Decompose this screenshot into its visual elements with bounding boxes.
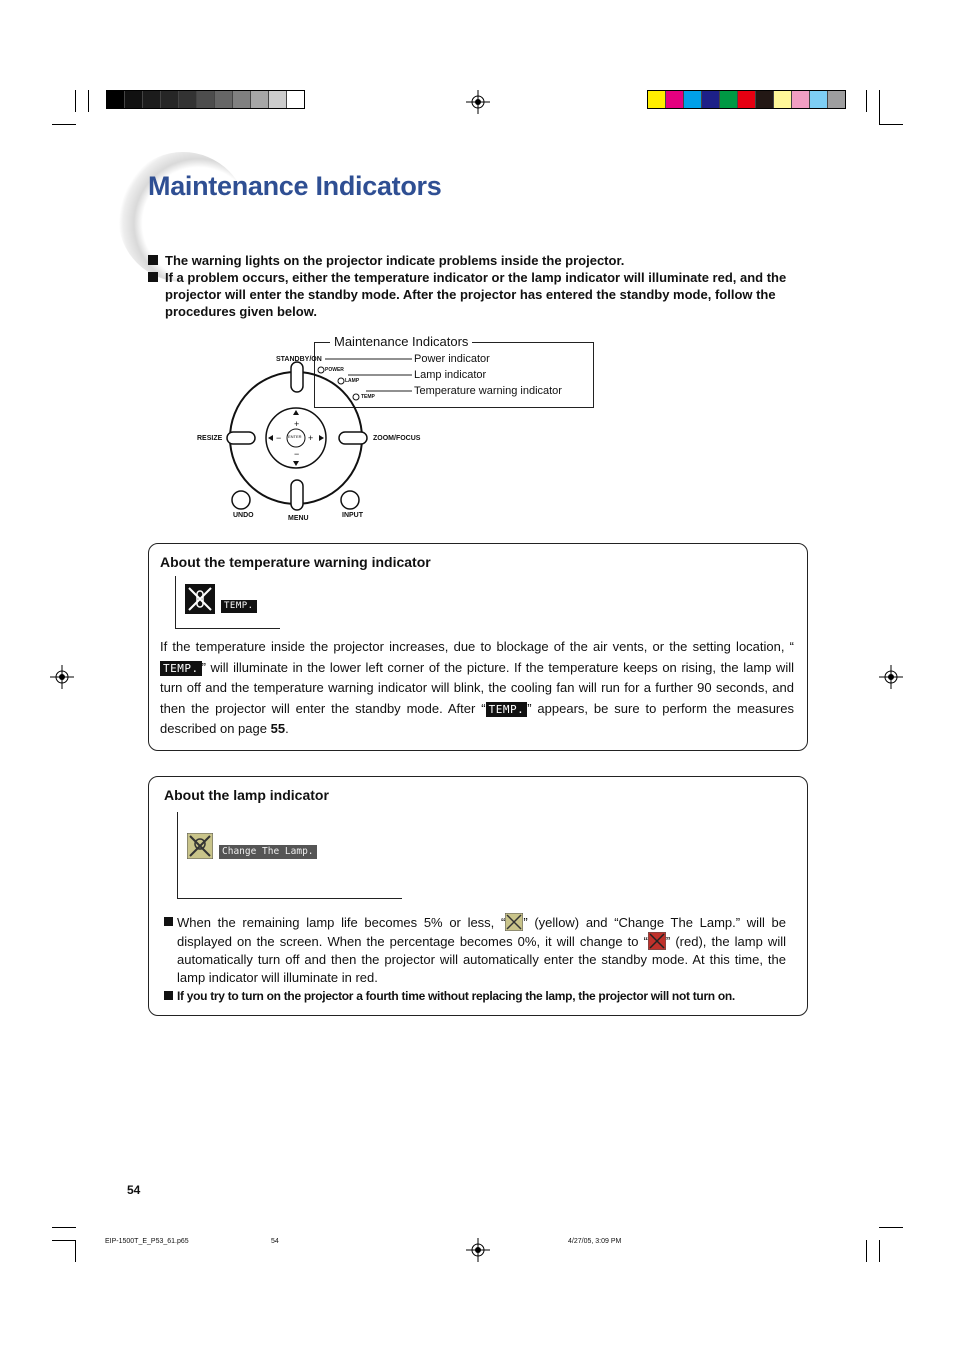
temp-section-heading: About the temperature warning indicator: [160, 554, 431, 570]
temp-indicator-label: Temperature warning indicator: [414, 385, 562, 397]
lamp-bullet-1: [164, 913, 786, 987]
color-swatch: [720, 91, 738, 108]
color-swatch: [107, 91, 125, 108]
temp-label: TEMP: [361, 394, 375, 400]
standby-on-label: STANDBY/ON: [276, 356, 322, 363]
lamp-bullets: [164, 913, 786, 1005]
registration-mark-icon: [879, 665, 903, 689]
lamp-screen-sample: [177, 812, 402, 899]
color-swatch: [810, 91, 828, 108]
temp-screen-sample: [175, 576, 280, 629]
registration-mark-icon: [50, 665, 74, 689]
lamp-label: LAMP: [345, 378, 360, 384]
zoom-focus-label: ZOOM/FOCUS: [373, 435, 421, 442]
color-bar: [647, 90, 846, 109]
color-swatch: [143, 91, 161, 108]
intro-bullet: The warning lights on the projector indicate problems inside the projector.: [148, 252, 813, 269]
lamp-warning-icon: [187, 833, 213, 859]
color-swatch: [269, 91, 287, 108]
intro-bullet: If a problem occurs, either the temperature indicator or the lamp indicator will illuminate red, and the projector will enter the standby mode. After the projector has entered the standby mode, follow the procedures given below.: [148, 269, 813, 320]
color-swatch: [756, 91, 774, 108]
color-swatch: [684, 91, 702, 108]
page-number: 54: [127, 1183, 141, 1197]
lamp-indicator-label: Lamp indicator: [414, 369, 487, 381]
footer-page: 54: [271, 1238, 279, 1245]
color-swatch: [774, 91, 792, 108]
menu-label: MENU: [288, 515, 309, 522]
undo-label: UNDO: [233, 512, 254, 519]
footer-file: EIP-1500T_E_P53_61.p65: [105, 1238, 189, 1245]
svg-text:+: +: [308, 433, 314, 443]
lamp-red-icon: [648, 932, 666, 950]
temp-text-2: ” will illuminate in the lower left corner of the picture. If the temperature keeps on rising, the lamp will turn off and the temperature warning indicator will blink, the cooling fan will run for a further 90 seconds, and then the projector will enter the standby mode. After “: [160, 659, 794, 716]
lamp-yellow-icon: [505, 913, 523, 931]
color-swatch: [648, 91, 666, 108]
color-swatch: [215, 91, 233, 108]
enter-label: ENTER: [288, 434, 302, 439]
footer-date: 4/27/05, 3:09 PM: [568, 1238, 622, 1245]
temp-paragraph: [160, 637, 794, 740]
color-swatch: [287, 91, 304, 108]
bullet-square: [164, 991, 173, 1000]
page-ref: 55: [270, 721, 286, 736]
color-swatch: [251, 91, 269, 108]
registration-mark-icon: [466, 1238, 490, 1262]
callout-title: Maintenance Indicators: [330, 334, 472, 349]
svg-text:−: −: [276, 433, 282, 443]
color-swatch: [161, 91, 179, 108]
resize-label: RESIZE: [197, 435, 223, 442]
power-indicator-label: Power indicator: [414, 353, 490, 365]
color-swatch: [792, 91, 810, 108]
temp-warning-icon: [185, 584, 215, 614]
grayscale-bar: [106, 90, 305, 109]
color-swatch: [197, 91, 215, 108]
lamp-text-b: ” (yellow) and “Change The Lamp.” will be displayed on the screen. When the percentage becomes 0%, it will change to “: [177, 915, 786, 949]
temp-text-3: ” appears, be sure to perform the measures described on page: [160, 700, 794, 736]
lamp-text-a: When the remaining lamp life becomes 5% or less, “: [177, 915, 506, 930]
color-swatch: [738, 91, 756, 108]
svg-text:−: −: [294, 449, 300, 459]
temp-badge-inline: TEMP.: [160, 661, 202, 676]
lamp-text-c: ” (red), the lamp will automatically turn off and then the projector will automatically enter the standby mode. At this time, the lamp indicator will illuminate in red.: [177, 934, 786, 985]
registration-mark-icon: [466, 90, 490, 114]
bullet-square: [164, 917, 173, 926]
temp-text-4: .: [285, 721, 289, 736]
color-swatch: [828, 91, 845, 108]
lamp-bullet-2: [164, 987, 786, 1005]
input-label: INPUT: [342, 512, 363, 519]
color-swatch: [233, 91, 251, 108]
change-lamp-badge: Change The Lamp.: [219, 845, 317, 859]
color-swatch: [125, 91, 143, 108]
color-swatch: [179, 91, 197, 108]
lamp-warning-text: If you try to turn on the projector a fourth time without replacing the lamp, the projector will not turn on.: [177, 989, 735, 1003]
color-swatch: [666, 91, 684, 108]
svg-text:+: +: [294, 419, 300, 429]
temp-badge: TEMP.: [221, 600, 257, 613]
color-swatch: [702, 91, 720, 108]
page-title: Maintenance Indicators: [148, 171, 442, 201]
intro-bullets: [148, 252, 813, 320]
temp-text-1: If the temperature inside the projector increases, due to blockage of the air vents, or the setting location, “: [160, 639, 794, 654]
power-label: POWER: [325, 367, 344, 373]
temp-badge-inline: TEMP.: [486, 702, 528, 717]
lamp-section-heading: About the lamp indicator: [164, 787, 329, 803]
